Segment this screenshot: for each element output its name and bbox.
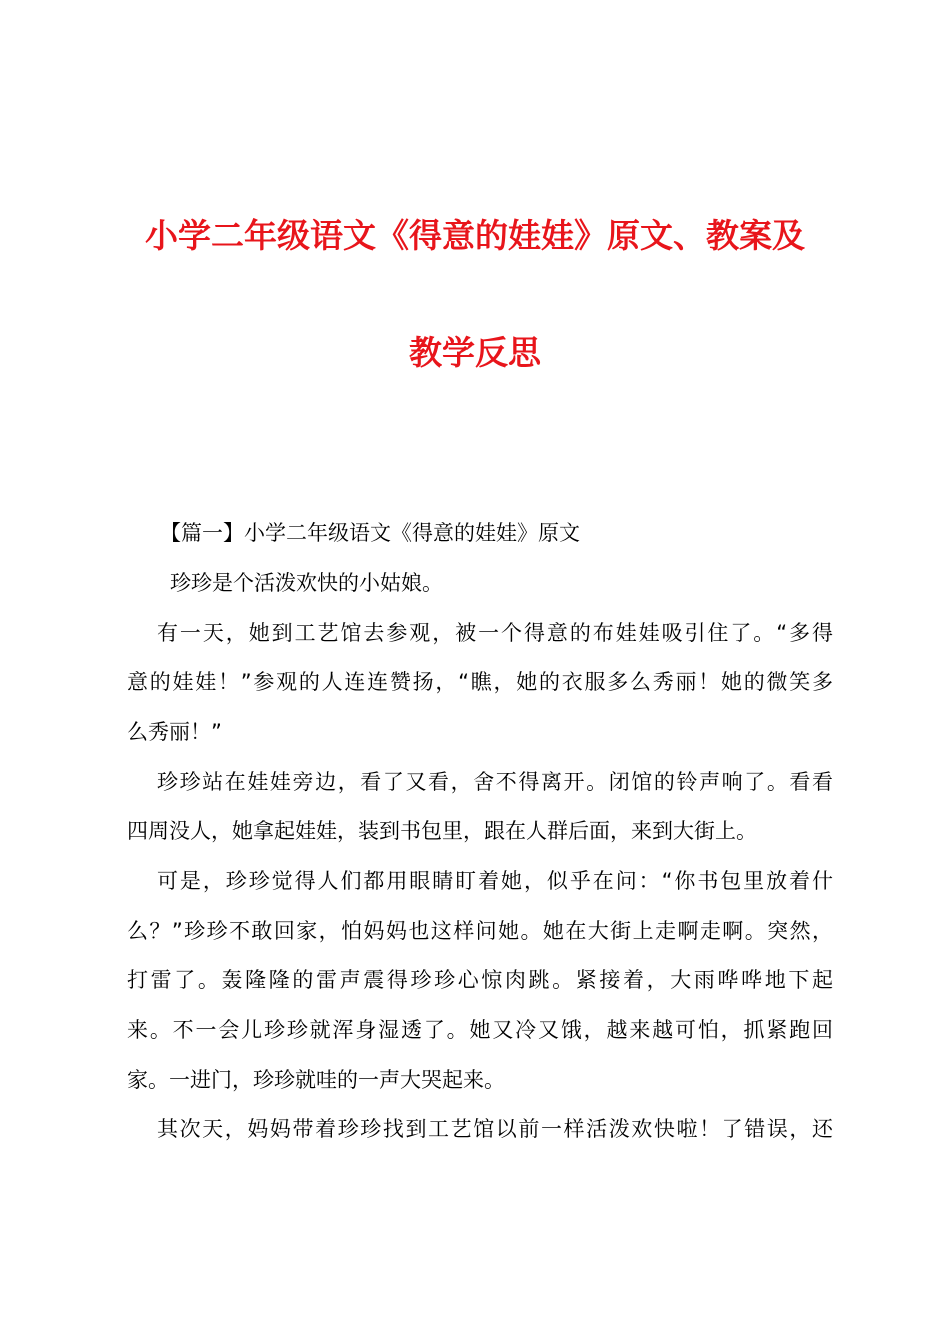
paragraph-line: 有一天，她到工艺馆去参观，被一个得意的布娃娃吸引住了。“多得	[157, 621, 833, 645]
section-heading: 【篇一】小学二年级语文《得意的娃娃》原文	[160, 521, 580, 545]
paragraph-line: 么？”珍珍不敢回家，怕妈妈也这样问她。她在大街上走啊走啊。突然，	[127, 919, 833, 943]
paragraph-line: 来。不一会儿珍珍就浑身湿透了。她又冷又饿，越来越可怕，抓紧跑回	[127, 1018, 833, 1042]
paragraph-line: 四周没人，她拿起娃娃，装到书包里，跟在人群后面，来到大街上。	[127, 819, 757, 843]
paragraph-line: 么秀丽！”	[127, 720, 222, 744]
paragraph-line: 可是，珍珍觉得人们都用眼睛盯着她，似乎在问：“你书包里放着什	[157, 869, 833, 893]
document-title-line-2: 教学反思	[409, 333, 541, 372]
paragraph-line: 意的娃娃！”参观的人连连赞扬，“瞧，她的衣服多么秀丽！她的微笑多	[127, 670, 833, 694]
paragraph-line: 其次天，妈妈带着珍珍找到工艺馆以前一样活泼欢快啦！了错误，还	[157, 1117, 833, 1141]
document-title-line-1: 小学二年级语文《得意的娃娃》原文、教案及	[145, 216, 805, 255]
paragraph-line: 家。一进门，珍珍就哇的一声大哭起来。	[127, 1068, 505, 1092]
paragraph-line: 珍珍站在娃娃旁边，看了又看，舍不得离开。闭馆的铃声响了。看看	[157, 770, 833, 794]
paragraph-line: 打雷了。轰隆隆的雷声震得珍珍心惊肉跳。紧接着，大雨哗哗地下起	[127, 968, 833, 992]
paragraph-line: 珍珍是个活泼欢快的小姑娘。	[170, 571, 443, 595]
